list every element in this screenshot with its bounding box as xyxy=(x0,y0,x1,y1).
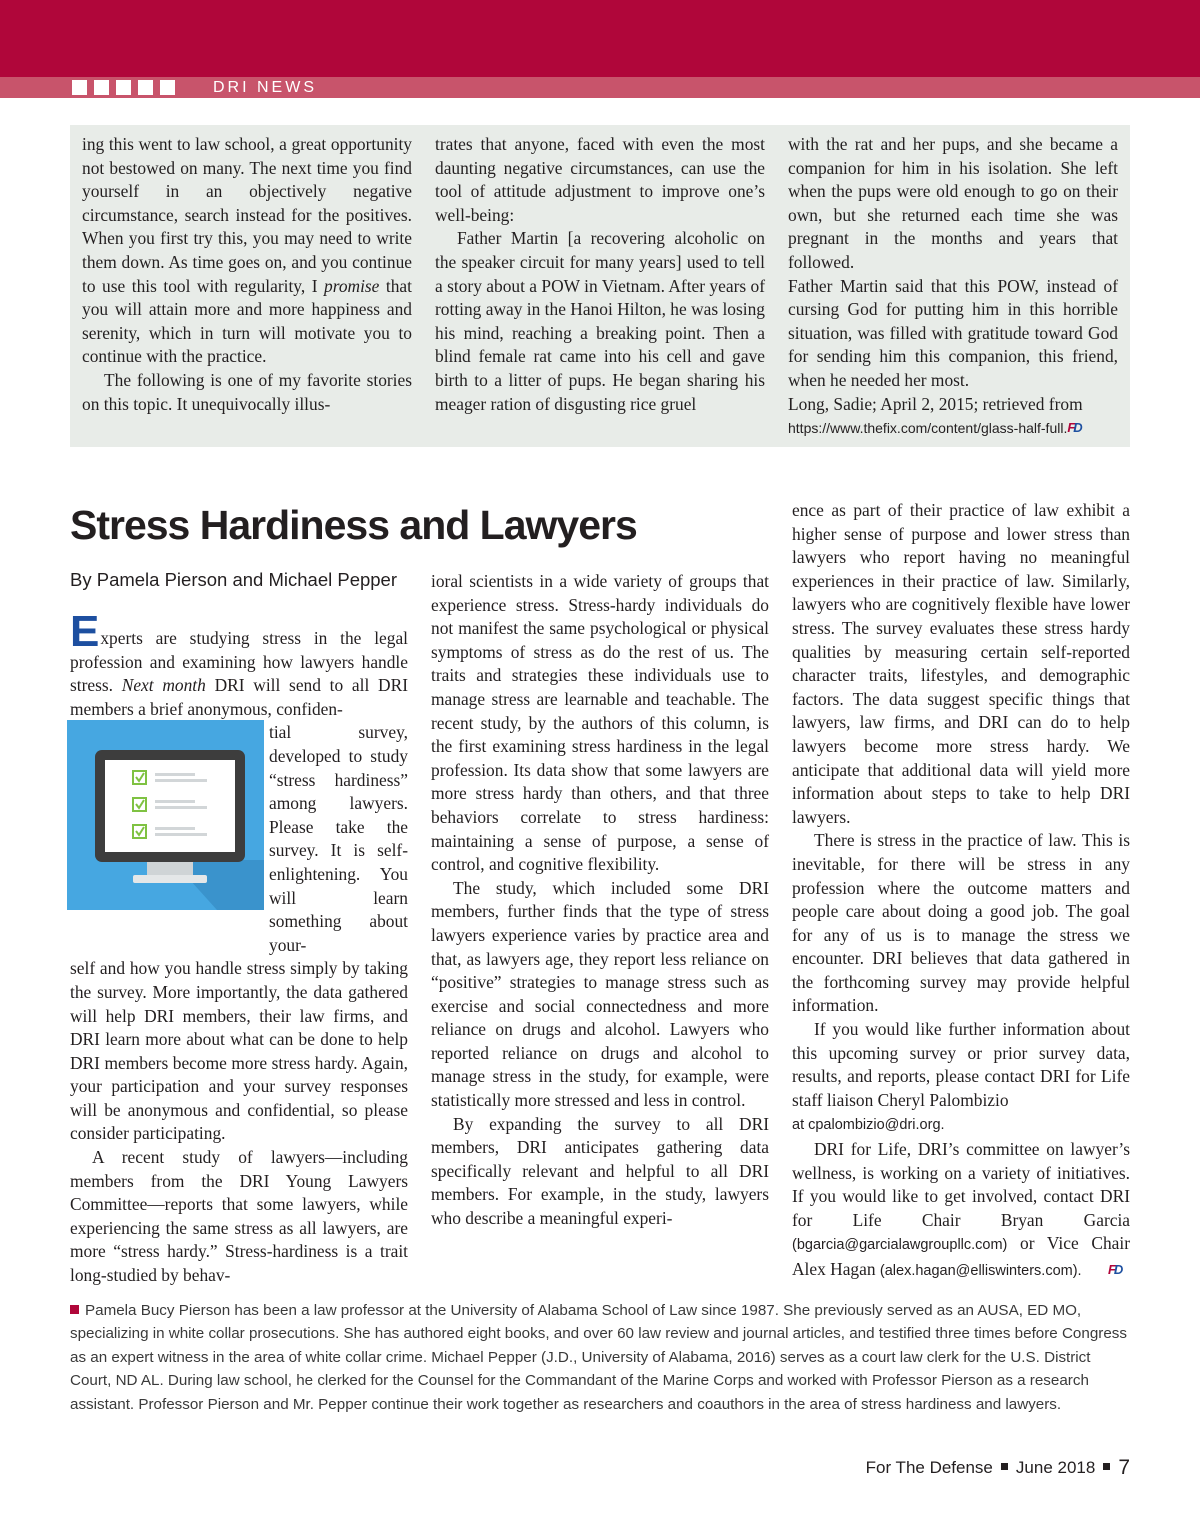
article-col1-para1b: tial survey, developed to study “stress hardiness” among lawyers. Please take the survey. It is self-enlightening. You will learn something about your- xyxy=(269,722,408,955)
article-column-3 xyxy=(792,499,1130,1284)
article-col2-para2: The study, which included some DRI members, further finds that the type of stress lawyers experience varies by practice area and that, as lawyers age, they report less reliance on “positive” strategies to manage stress such as exercise and social connectedness and more reliance on drugs and alcohol. Lawyers who reported reliance on drugs and alcohol to manage stress in the study, for example, were statistically more stressed and less in control. xyxy=(431,877,769,1111)
box-column-1 xyxy=(82,133,412,416)
box-column-2 xyxy=(435,133,765,416)
drop-cap: E xyxy=(70,607,100,656)
article-col3-para1: ence as part of their practice of law exhibit a higher sense of purpose and lower stress than lawyers who report having no meaningful experiences in their practice of law. Similarly, lawyers who are cognitively flexible have lower stress. The survey evaluates these stress hardy qualities by measuring certain self-reported character traits, lifestyles, and demographic factors. The data suggest specific things that lawyers, law firms, and DRI can do to help lawyers become more stress hardy. We anticipate that additional data will yield more information about steps to take to help DRI lawyers. xyxy=(792,500,1130,827)
article-col3-para4: DRI for Life, DRI’s committee on lawyer’s wellness, is working on a variety of initiatives. If you would like to get involved, contact DRI for Life Chair Bryan Garcia (bgarcia@garcialawgroupllc.com) or Vice Chair Alex Hagan (alex.hagan@elliswinters.com). FD xyxy=(792,1138,1130,1284)
fd-logo-end-icon: FD xyxy=(1107,1262,1122,1277)
page-number: 7 xyxy=(1118,1456,1130,1479)
monitor-checklist-icon xyxy=(67,720,264,910)
contact-email-garcia[interactable]: (bgarcia@garcialawgroupllc.com) xyxy=(792,1237,1008,1254)
article-column-2 xyxy=(431,570,769,1231)
article-col1-para1a: Experts are studying stress in the legal profession and examining how lawyers handle stress. Next month DRI will send to all DRI members a brief anonymous, confiden- xyxy=(70,607,408,719)
section-label: DRI NEWS xyxy=(213,79,317,96)
source-url[interactable]: https://www.thefix.com/content/glass-half-full. xyxy=(788,420,1068,437)
box-col2-para1: trates that anyone, faced with even the most daunting negative circumstances, can use the tool of attitude adjustment to improve one’s well-being: xyxy=(435,134,765,225)
footnote-square-icon xyxy=(70,1305,79,1314)
article-title: Stress Hardiness and Lawyers xyxy=(70,502,637,548)
box-column-3 xyxy=(788,133,1118,441)
article-col1-para1c: self and how you handle stress simply by taking the survey. More importantly, the data gathered will help DRI members, their law firms, and DRI learn more about what can be done to help DRI members become more stress hardy. Again, your participation and your survey responses will be anonymous and confidential, so please consider participating. xyxy=(70,958,408,1144)
box-col2-para2: Father Martin [a recovering alcoholic on the speaker circuit for many years] used to tell a story about a POW in Vietnam. After years of rotting away in the Hanoi Hilton, he was losing his mind, reaching a breaking point. Then a blind female rat came into his cell and gave birth to a litter of pups. He began sharing his meager ration of disgusting rice gruel xyxy=(435,228,765,414)
top-color-band xyxy=(0,0,1200,77)
issue-date: June 2018 xyxy=(1015,1458,1096,1477)
article-col2-para1: ioral scientists in a wide variety of groups that experience stress. Stress-hardy individuals do not manifest the same psychological or physical symptoms of stress as do the rest of us. The traits and strategies these individuals use to manage stress are learnable and teachable. The recent study, by the authors of this column, is the first examining stress hardiness in the legal profession. Its data show that some lawyers are more stress hardy than others, and that three behaviors correlate to stress hardiness: maintaining a sense of purpose, a sense of control, and cognitive flexibility. xyxy=(431,571,769,875)
contact-email-hagan[interactable]: (alex.hagan@elliswinters.com). xyxy=(879,1263,1082,1279)
box-col3-para1: with the rat and her pups, and she became a companion for him in his isolation. She left when the pups were old enough to go on their own, but she returned each time she was pregnant in the months and years that followed. xyxy=(788,134,1118,272)
page-folio xyxy=(866,1456,1130,1480)
article-col3-para2: There is stress in the practice of law. This is inevitable, for there will be stress in any profession where the outcome matters and people care about doing a good job. The goal for any of us is to manage the stress we encounter. DRI believes that data gathered in the forthcoming survey may provide helpful information. xyxy=(792,830,1130,1016)
article-col1-para2: A recent study of lawyers—including members from the DRI Young Lawyers Committee—reports that some lawyers, while experiencing the same stress as all lawyers, are more “stress hardy.” Stress-hardiness is a trait long-studied by behav- xyxy=(70,1147,408,1286)
box-col3-para3: Long, Sadie; April 2, 2015; retrieved from https://www.thefix.com/content/glass-half-full.FD xyxy=(788,393,1118,441)
box-col1-para1: ing this went to law school, a great opportunity not bestowed on many. The next time you find yourself in an objectively negative circumstance, search instead for the positives. When you first try this, you may need to write them down. As time goes on, and you continue to use this tool with regularity, I promise that you will attain more and more happiness and serenity, which in turn will motivate you to continue with the practice. xyxy=(82,134,412,367)
header-squares-decoration xyxy=(72,80,182,95)
contact-email-palombizio[interactable]: at cpalombizio@dri.org. xyxy=(792,1117,945,1134)
folio-separator-icon xyxy=(1103,1463,1110,1470)
article-column-1 xyxy=(70,607,408,1288)
folio-separator-icon xyxy=(1001,1463,1008,1470)
monitor-checklist-illustration xyxy=(67,720,264,910)
fd-logo-icon: FD xyxy=(1067,420,1081,436)
article-col3-para3: If you would like further information about this upcoming survey or prior survey data, results, and reports, please contact DRI for Life staff liaison Cheryl Palombizio at cpalombizio@dri.org. xyxy=(792,1019,1130,1134)
box-col3-para2: Father Martin said that this POW, instead of cursing God for putting him in this horrible situation, was filled with gratitude toward God for sending him this companion, this friend, when he needed her most. xyxy=(788,275,1118,390)
author-footnote: Pamela Bucy Pierson has been a law professor at the University of Alabama School of Law since 1987. She previously served as an AUSA, ED MO, specializing in white collar prosecutions. She has authored eight books, and over 60 law review and journal articles, and testified three times before Congress as an expert witness in the area of white collar crime. Michael Pepper (J.D., University of Alabama, 2016) serves as a court law clerk for the U.S. District Court, ND AL. During law school, he clerked for the Counsel for the Commandant of the Marine Corps and worked with Professor Pierson as a research assistant. Professor Pierson and Mr. Pepper continue their work together as researchers and coauthors in the area of stress hardiness and lawyers. xyxy=(70,1302,1127,1413)
box-col1-para2: The following is one of my favorite stories on this topic. It unequivocally illus- xyxy=(82,369,412,414)
article-byline: By Pamela Pierson and Michael Pepper xyxy=(70,569,398,590)
article-col2-para3: By expanding the survey to all DRI members, DRI anticipates gathering data specifically relevant and helpful to all DRI members. For example, in the study, lawyers who describe a meaningful experi- xyxy=(431,1113,769,1229)
publication-name: For The Defense xyxy=(865,1458,993,1477)
